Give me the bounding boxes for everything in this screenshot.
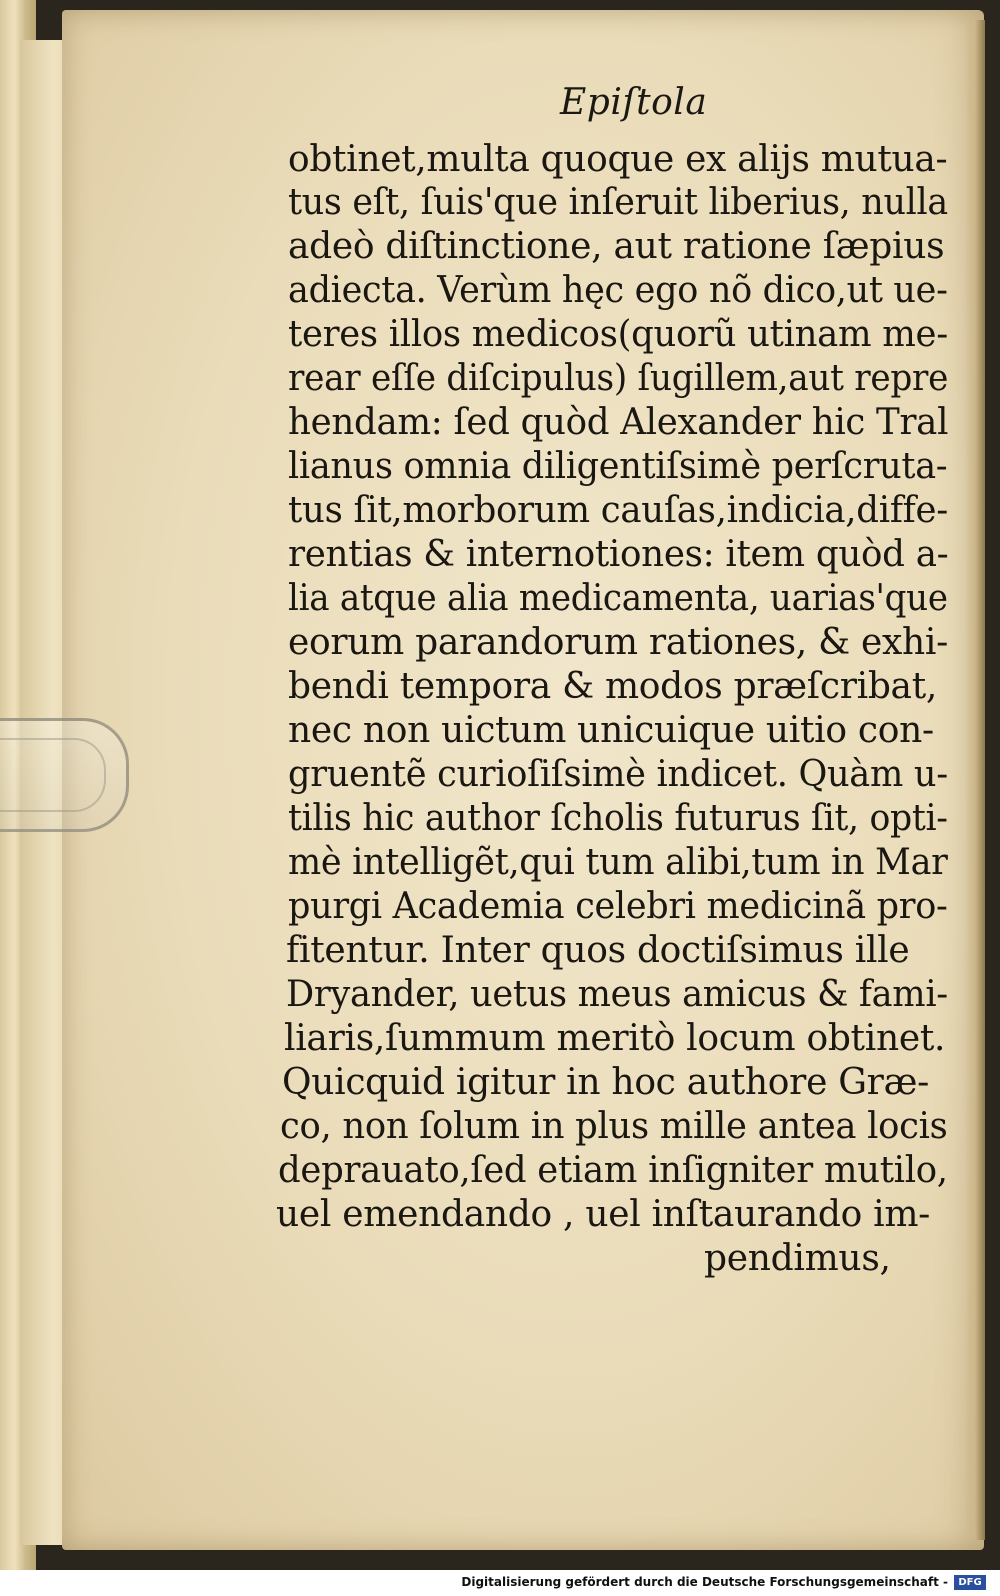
- text-line: fitentur. Inter quos doctiſsimus ille: [286, 930, 910, 971]
- text-line: nec non uictum unicuique uitio con-: [288, 710, 934, 751]
- text-line: tus eſt, ſuis'que inſeruit liberius, nulla: [288, 182, 948, 223]
- text-line: adeò diſtinctione, aut ratione ſæpius: [288, 226, 945, 267]
- catchword: pendimus,: [704, 1238, 891, 1279]
- text-line: lianus omnia diligentiſsimè perſcruta-: [288, 446, 948, 487]
- text-line: Quicquid igitur in hoc authore Græ-: [282, 1062, 929, 1103]
- text-line: tus ſit,morborum cauſas,indicia,diffe-: [288, 490, 948, 531]
- text-line: adiecta. Verùm hęc ego nõ dico,ut ue-: [288, 270, 948, 311]
- text-line: rentias & internotiones: item quòd a-: [288, 534, 949, 575]
- running-header: Epiſtola: [560, 82, 708, 123]
- text-line: Dryander, uetus meus amicus & fami-: [286, 974, 948, 1015]
- text-line: gruentẽ curioſiſsimè indicet. Quàm u-: [288, 754, 948, 795]
- text-line: mè intelligẽt,qui tum alibi,tum in Mar: [288, 842, 948, 883]
- footer-credit: Digitalisierung gefördert durch die Deutsche Forschungsgemeinschaft -: [461, 1575, 948, 1589]
- text-line: teres illos medicos(quorũ utinam me-: [288, 314, 948, 355]
- text-line: rear eſſe diſcipulus) ſugillem,aut repre: [288, 358, 949, 399]
- text-line: deprauato,ſed etiam inſigniter mutilo,: [278, 1150, 948, 1191]
- digitization-footer: [0, 1570, 1000, 1596]
- text-line: tilis hic author ſcholis futurus ſit, opti-: [288, 798, 948, 839]
- text-line: hendam: ſed quòd Alexander hic Tral: [288, 402, 949, 443]
- text-line: obtinet,multa quoque ex alijs mutua-: [288, 139, 948, 180]
- text-line: purgi Academia celebri medicinã pro-: [288, 886, 948, 927]
- text-line: liaris,ſummum meritò locum obtinet.: [284, 1018, 946, 1059]
- text-line: eorum parandorum rationes, & exhi-: [288, 622, 948, 663]
- text-line: uel emendando , uel inſtaurando im-: [276, 1194, 931, 1235]
- dfg-logo-icon: DFG: [954, 1575, 986, 1590]
- text-line: bendi tempora & modos præſcribat,: [288, 666, 938, 707]
- text-line: co, non ſolum in plus mille antea locis: [280, 1106, 948, 1147]
- text-line: lia atque alia medicamenta, uarias'que: [288, 578, 948, 619]
